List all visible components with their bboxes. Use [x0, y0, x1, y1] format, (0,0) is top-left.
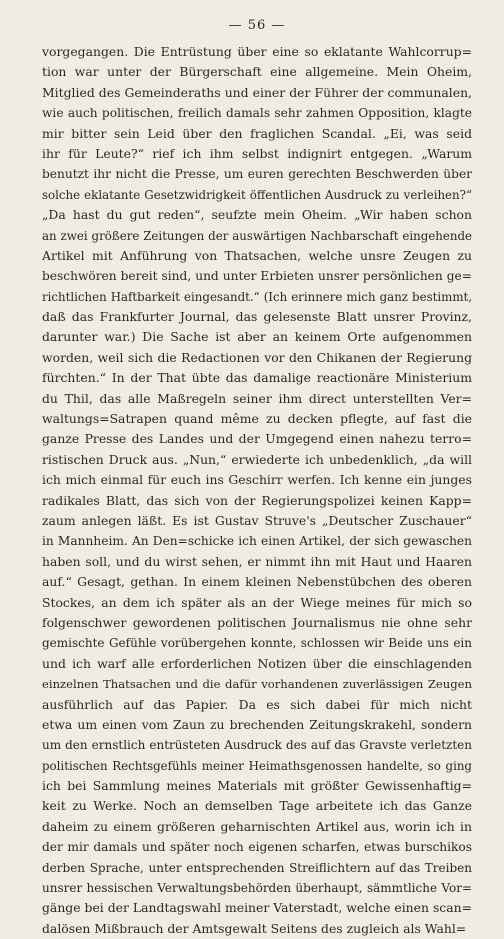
text-line: darunter war.) Die Sache ist aber an keinem Orte aufgenommen [42, 329, 472, 345]
text-line: benutzt ihr nicht die Presse, um euren gerechten Beschwerden über [42, 167, 472, 182]
text-line: dalösen Mißbrauch der Amtsgewalt Seitens des zugleich als Wahl= [42, 920, 467, 936]
text-line: der mir damals und später noch eigenen scharfen, etwas burschikos [42, 840, 472, 855]
text-line: ich mich einmal für euch ins Geschirr werfen. Ich kenne ein junges [42, 472, 472, 488]
text-line: gemischte Gefühle vorübergehen konnte, schlossen wir Beide uns ein [42, 636, 472, 651]
text-line: ihr für Leute?“ rief ich ihm selbst indignirt entgegen. „Warum [42, 145, 472, 161]
body-text [42, 42, 472, 939]
text-line: fürchten.“ In der That übte das damalige reactionäre Ministerium [42, 370, 472, 386]
text-line: haben soll, und du wirst sehen, er nimmt ihn mit Haut und Haaren [42, 553, 472, 569]
text-line: ganze Presse des Landes und der Umgegend einen nahezu terro= [42, 431, 472, 447]
text-line: zaum anlegen läßt. Es ist Gustav Struve's „Deutscher Zuschauer“ [42, 512, 472, 528]
text-line: in Mannheim. An Den=schicke ich einen Artikel, der sich gewaschen [42, 534, 472, 549]
text-line: ausführlich auf das Papier. Da es sich dabei für mich nicht [42, 696, 472, 712]
text-line: vorgegangen. Die Entrüstung über eine so eklatante Wahlcorrup= [42, 44, 472, 59]
text-line: waltungs=Satrapen quand même zu decken pflegte, auf fast die [42, 411, 472, 427]
text-line: du Thil, das alle Maßregeln seiner ihm direct unterstellten Ver= [42, 390, 472, 406]
text-line: tion war unter der Bürgerschaft eine allgemeine. Mein Oheim, [42, 64, 472, 80]
text-line: gänge bei der Landtagswahl meiner Vaterstadt, welche einen scan= [42, 900, 472, 916]
text-line: Artikel mit Anführung von Thatsachen, welche unsre Zeugen zu [42, 247, 472, 263]
text-line: folgenschwer gewordenen politischen Journalismus nie ohne sehr [42, 614, 472, 630]
text-line: ristischen Druck aus. „Nun,“ erwiederte ich unbedenklich, „da will [42, 451, 472, 467]
text-line: auf.“ Gesagt, gethan. In einem kleinen Nebenstübchen des oberen [42, 574, 472, 590]
text-line: beschwören bereit sind, und unter Erbieten unsrer persönlichen ge= [42, 269, 472, 284]
text-line: ich bei Sammlung meines Materials mit größter Gewissenhaftig= [42, 778, 472, 794]
text-line: worden, weil sich die Redactionen vor den Chikanen der Regierung [42, 349, 472, 365]
text-line: keit zu Werke. Noch an demselben Tage arbeitete ich das Ganze [42, 798, 472, 814]
text-line: richtlichen Haftbarkeit eingesandt.“ (Ich erinnere mich ganz bestimmt, [42, 289, 472, 304]
text-line: Stockes, an dem ich später als an der Wiege meines für mich so [42, 594, 472, 610]
page-number: — 56 — [228, 18, 286, 33]
text-line: Mitglied des Gemeinderaths und einer der Führer der communalen, [42, 84, 472, 100]
text-line: derben Sprache, unter entsprechenden Streiflichtern auf das Treiben [42, 860, 472, 875]
text-line: „Da hast du gut reden“, seufzte mein Oheim. „Wir haben schon [42, 207, 472, 223]
text-line: etwa um einen vom Zaun zu brechenden Zeitungskrakehl, sondern [42, 716, 472, 732]
text-line: an zwei größere Zeitungen der auswärtigen Nachbarschaft eingehende [42, 228, 472, 243]
text-line: politischen Rechtsgefühls meiner Heimathsgenossen handelte, so ging [42, 758, 472, 773]
text-line: und ich warf alle erforderlichen Notizen über die einschlagenden [42, 655, 472, 671]
text-line: um den ernstlich entrüsteten Ausdruck des auf das Gravste verletzten [42, 738, 472, 753]
text-line: mir bitter sein Leid über den fraglichen Scandal. „Ei, was seid [42, 125, 472, 141]
text-line: unsrer hessischen Verwaltungsbehörden überhaupt, sämmtliche Vor= [42, 881, 472, 896]
text-line: wie auch politischen, freilich damals sehr zahmen Opposition, klagte [42, 106, 472, 121]
text-line: radikales Blatt, das sich von der Regierungspolizei keinen Kapp= [42, 492, 472, 508]
text-line: daheim zu einem größeren geharnischten Artikel aus, worin ich in [42, 818, 472, 834]
text-line: einzelnen Thatsachen und die dafür vorhandenen zuverlässigen Zeugen [42, 677, 472, 692]
text-line: solche eklatante Gesetzwidrigkeit öffentlichen Ausdruck zu verleihen?“ [42, 187, 472, 202]
text-line: daß das Frankfurter Journal, das gelesenste Blatt unsrer Provinz, [42, 309, 472, 325]
